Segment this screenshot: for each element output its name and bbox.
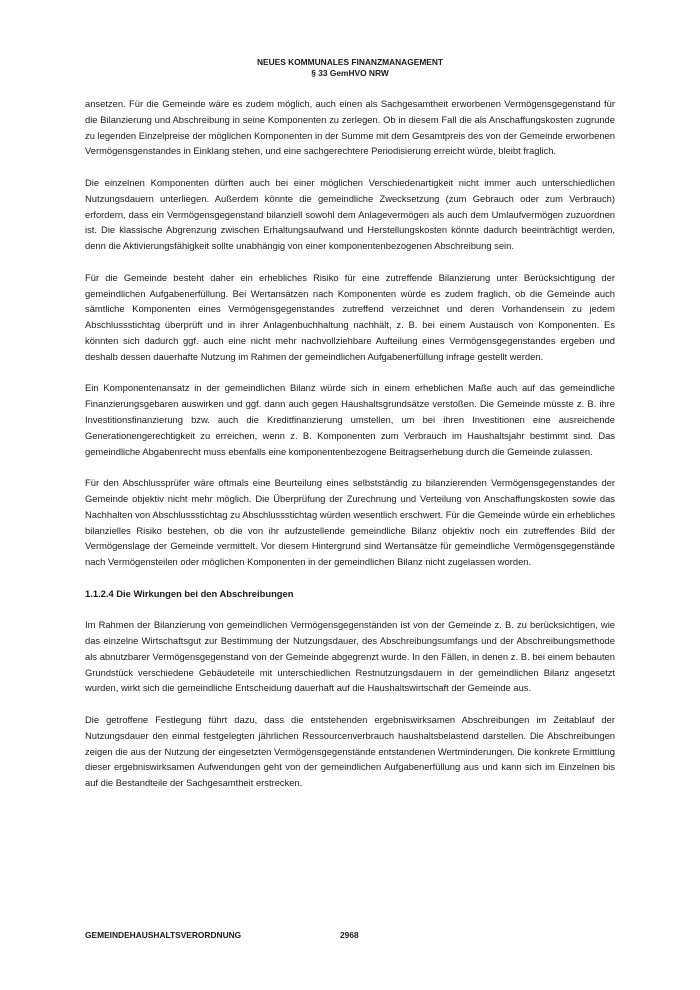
- paragraph: Die einzelnen Komponenten dürften auch bei einer möglichen Verschiedenartigkeit nicht immer auch unterschiedlichen Nutzungsdauern unterliegen. Außerdem könnte die gemeindliche Zwecksetzung (zum Gebrauch oder zum Verbrauch) erfordern, dass ein Vermögensgegenstand bilanziell sowohl dem Anlagevermögen als auch dem Umlaufvermögen zuzuordnen ist. Die klassische Abgrenzung zwischen Erhaltungsaufwand und Herstellungskosten könnte dadurch beeinträchtigt werden, denn die Aktivierungsfähigkeit sollte unabhängig von einer komponentenbezogenen Abschreibung sein.: [85, 176, 615, 252]
- header-title: NEUES KOMMUNALES FINANZMANAGEMENT: [256, 57, 444, 67]
- header-subtitle: § 33 GemHVO NRW: [311, 67, 389, 78]
- footer-label: GEMEINDEHAUSHALTSVERORDNUNG: [85, 930, 242, 940]
- section-heading: 1.1.2.4 Die Wirkungen bei den Abschreibungen: [85, 587, 294, 599]
- paragraph: Für den Abschlussprüfer wäre oftmals eine Beurteilung eines selbstständig zu bilanzierenden Vermögensgegenstandes der Gemeinde objektiv nicht mehr möglich. Die Überprüfung der Zurechnung und Verteilung von Anschaffungskosten sowie das Nachhalten von Abschlussstichtag zu Abschlussstichtag würden wesentlich erschwert. Für die Gemeinde würde ein erhebliches bilanzielles Risiko bestehen, ob die von ihr aufzustellende gemeindliche Bilanz objektiv noch ein zutreffendes Bild der Vermögenslage der Gemeinde vermittelt. Vor diesem Hintergrund sind Wertansätze für gemeindliche Vermögensgegenstände nach Vermögensteilen oder möglichen Komponenten in der gemeindlichen Bilanz nicht zugelassen worden.: [85, 477, 615, 568]
- paragraph: ansetzen. Für die Gemeinde wäre es zudem möglich, auch einen als Sachgesamtheit erworbenen Vermögensgegenstand für die Bilanzierung und Abschreibung in seine Komponenten zu zerlegen. Ob in diesem Fall die als Anschaffungskosten zugrunde zu legenden Einzelpreise der möglichen Komponenten in der Summe mit dem Gesamtpreis des von der Gemeinde erworbenen Vermögensgenstandes in Einklang stehen, und eine sachgerechtere Periodisierung erreicht würde, bleibt fraglich.: [85, 98, 615, 157]
- paragraph: Im Rahmen der Bilanzierung von gemeindlichen Vermögensgegenständen ist von der Gemeinde z. B. zu berücksichtigen, wie das einzelne Wirtschaftsgut zur Bestimmung der Nutzungsdauer, des Abschreibungsumfangs und der Abschreibungsmethode als abnutzbarer Vermögensgegenstand von der Gemeinde abgegrenzt wurde. In den Fällen, in denen z. B. bei einem bebauten Grundstück verschiedene Gebäudeteile mit unterschiedlichen Restnutzungsdauern in der gemeindlichen Bilanz angesetzt wurden, wirkt sich die gemeindliche Entscheidung dauerhaft auf die Haushaltswirtschaft der Gemeinde aus.: [85, 619, 615, 694]
- page-header: [0, 57, 700, 78]
- page-footer: [85, 930, 615, 940]
- page-number: 2968: [340, 930, 359, 940]
- paragraph: Für die Gemeinde besteht daher ein erhebliches Risiko für eine zutreffende Bilanzierung unter Berücksichtigung der gemeindlichen Aufgabenerfüllung. Bei Wertansätzen nach Komponenten würde es zudem fraglich, ob die Gemeinde auch sämtliche Komponenten eines Vermögensgegenstandes zutreffend verzeichnet und deren Vorhandensein zu jedem Abschlussstichtag überprüft und in ihrer Anlagenbuchhaltung nachhält, z. B. bei einem Austausch von Komponenten. Es könnten sich dadurch ggf. auch eine nicht mehr nachvollziehbare Aufteilung eines Vermögensgegenstandes ergeben und deshalb dessen dauerhafte Nutzung im Rahmen der gemeindlichen Aufgabenerfüllung infrage gestellt werden.: [85, 271, 615, 362]
- document-body: [85, 96, 615, 807]
- paragraph: Die getroffene Festlegung führt dazu, dass die entstehenden ergebniswirksamen Abschreibungen im Zeitablauf der Nutzungsdauer den einmal festgelegten jährlichen Ressourcenverbrauch haushaltsbelastend darstellen. Die Abschreibungen zeigen die aus der Nutzung der eingesetzten Vermögensgegenstände entstandenen Wertminderungen. Die konkrete Ermittlung dieser ergebniswirksamen Aufwendungen geht von der gemeindlichen Aufgabenerfüllung aus und kann sich im Einzelnen bis auf die Bestandteile der Sachgesamtheit erstrecken.: [85, 714, 615, 789]
- paragraph: Ein Komponentenansatz in der gemeindlichen Bilanz würde sich in einem erheblichen Maße auch auf das gemeindliche Finanzierungsgebaren auswirken und ggf. dann auch gegen Haushaltsgrundsätze verstoßen. Die Gemeinde müsste z. B. ihre Investitionsfinanzierung bzw. auch die Kreditfinanzierung umstellen, um bei ihren Investitionen eine ausreichende Generationengerechtigkeit zu erreichen, wenn z. B. Komponenten zum Verbrauch im Haushaltsjahr bestimmt sind. Das gemeindliche Abgabenrecht muss ebenfalls eine komponentenbezogene Beitragserhebung durch die Gemeinde zulassen.: [85, 382, 615, 457]
